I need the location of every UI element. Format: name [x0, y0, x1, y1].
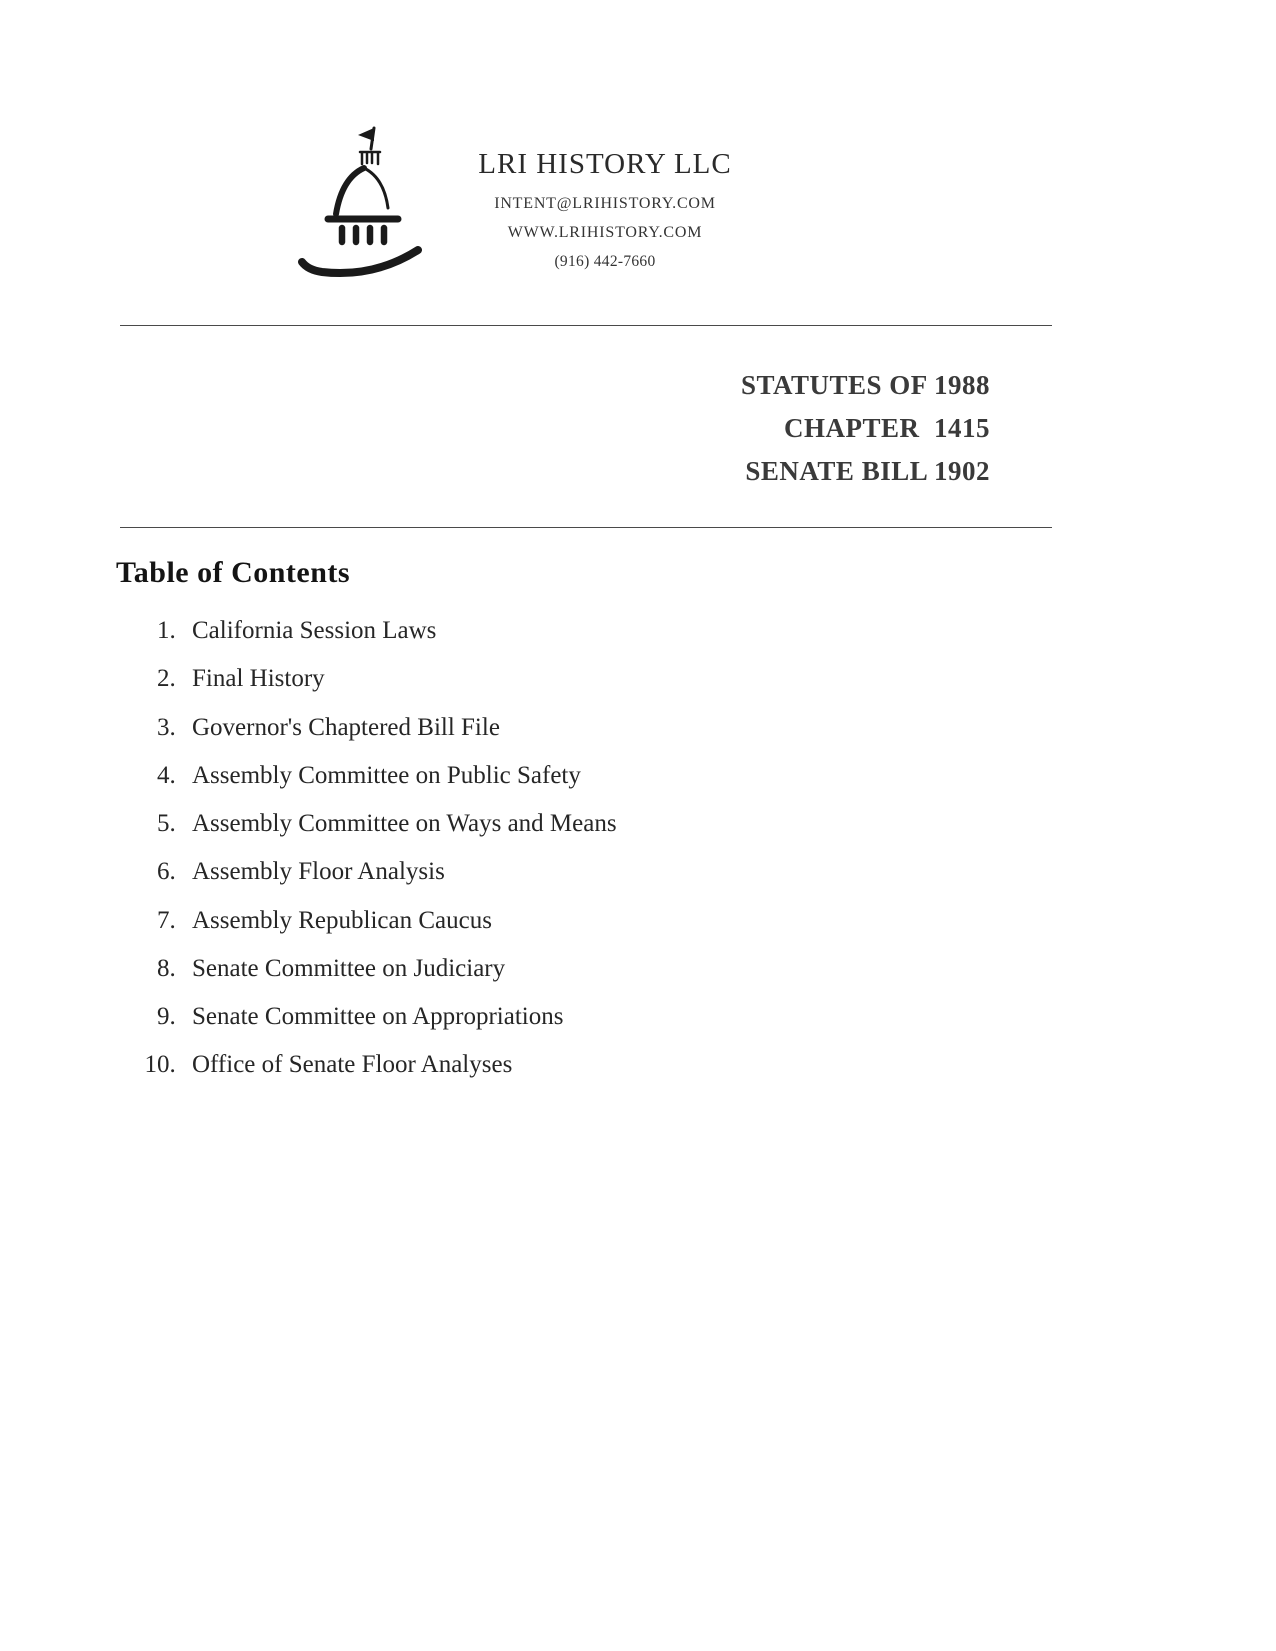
toc-item: 4. Assembly Committee on Public Safety — [182, 763, 617, 789]
toc-item: 5. Assembly Committee on Ways and Means — [182, 811, 617, 837]
toc-item: 3. Governor's Chaptered Bill File — [182, 715, 617, 741]
divider-bottom — [120, 527, 1052, 528]
statutes-line: STATUTES OF 1988 — [740, 370, 990, 400]
senate-bill-line: SENATE BILL 1902 — [745, 456, 990, 486]
toc-item: 1. California Session Laws — [182, 618, 617, 644]
toc-item: 6. Assembly Floor Analysis — [182, 859, 617, 885]
toc-item: 7. Assembly Republican Caucus — [182, 908, 617, 934]
org-website: WWW.LRIHISTORY.COM — [507, 224, 703, 241]
divider-top — [120, 325, 1052, 326]
toc-title: Table of Contents — [116, 556, 351, 589]
letterhead — [420, 148, 790, 271]
toc-item: 8. Senate Committee on Judiciary — [182, 956, 617, 982]
case-reference-block — [741, 364, 990, 493]
org-email: INTENT@LRIHISTORY.COM — [494, 195, 716, 212]
toc-item: 2. Final History — [182, 666, 617, 692]
toc-item: 10. Office of Senate Floor Analyses — [182, 1052, 617, 1078]
chapter-line: CHAPTER 1415 — [783, 413, 990, 443]
toc-list — [120, 618, 617, 1101]
org-phone: (916) 442-7660 — [554, 253, 656, 270]
org-name: LRI HISTORY LLC — [478, 148, 732, 180]
toc-item: 9. Senate Committee on Appropriations — [182, 1004, 617, 1030]
